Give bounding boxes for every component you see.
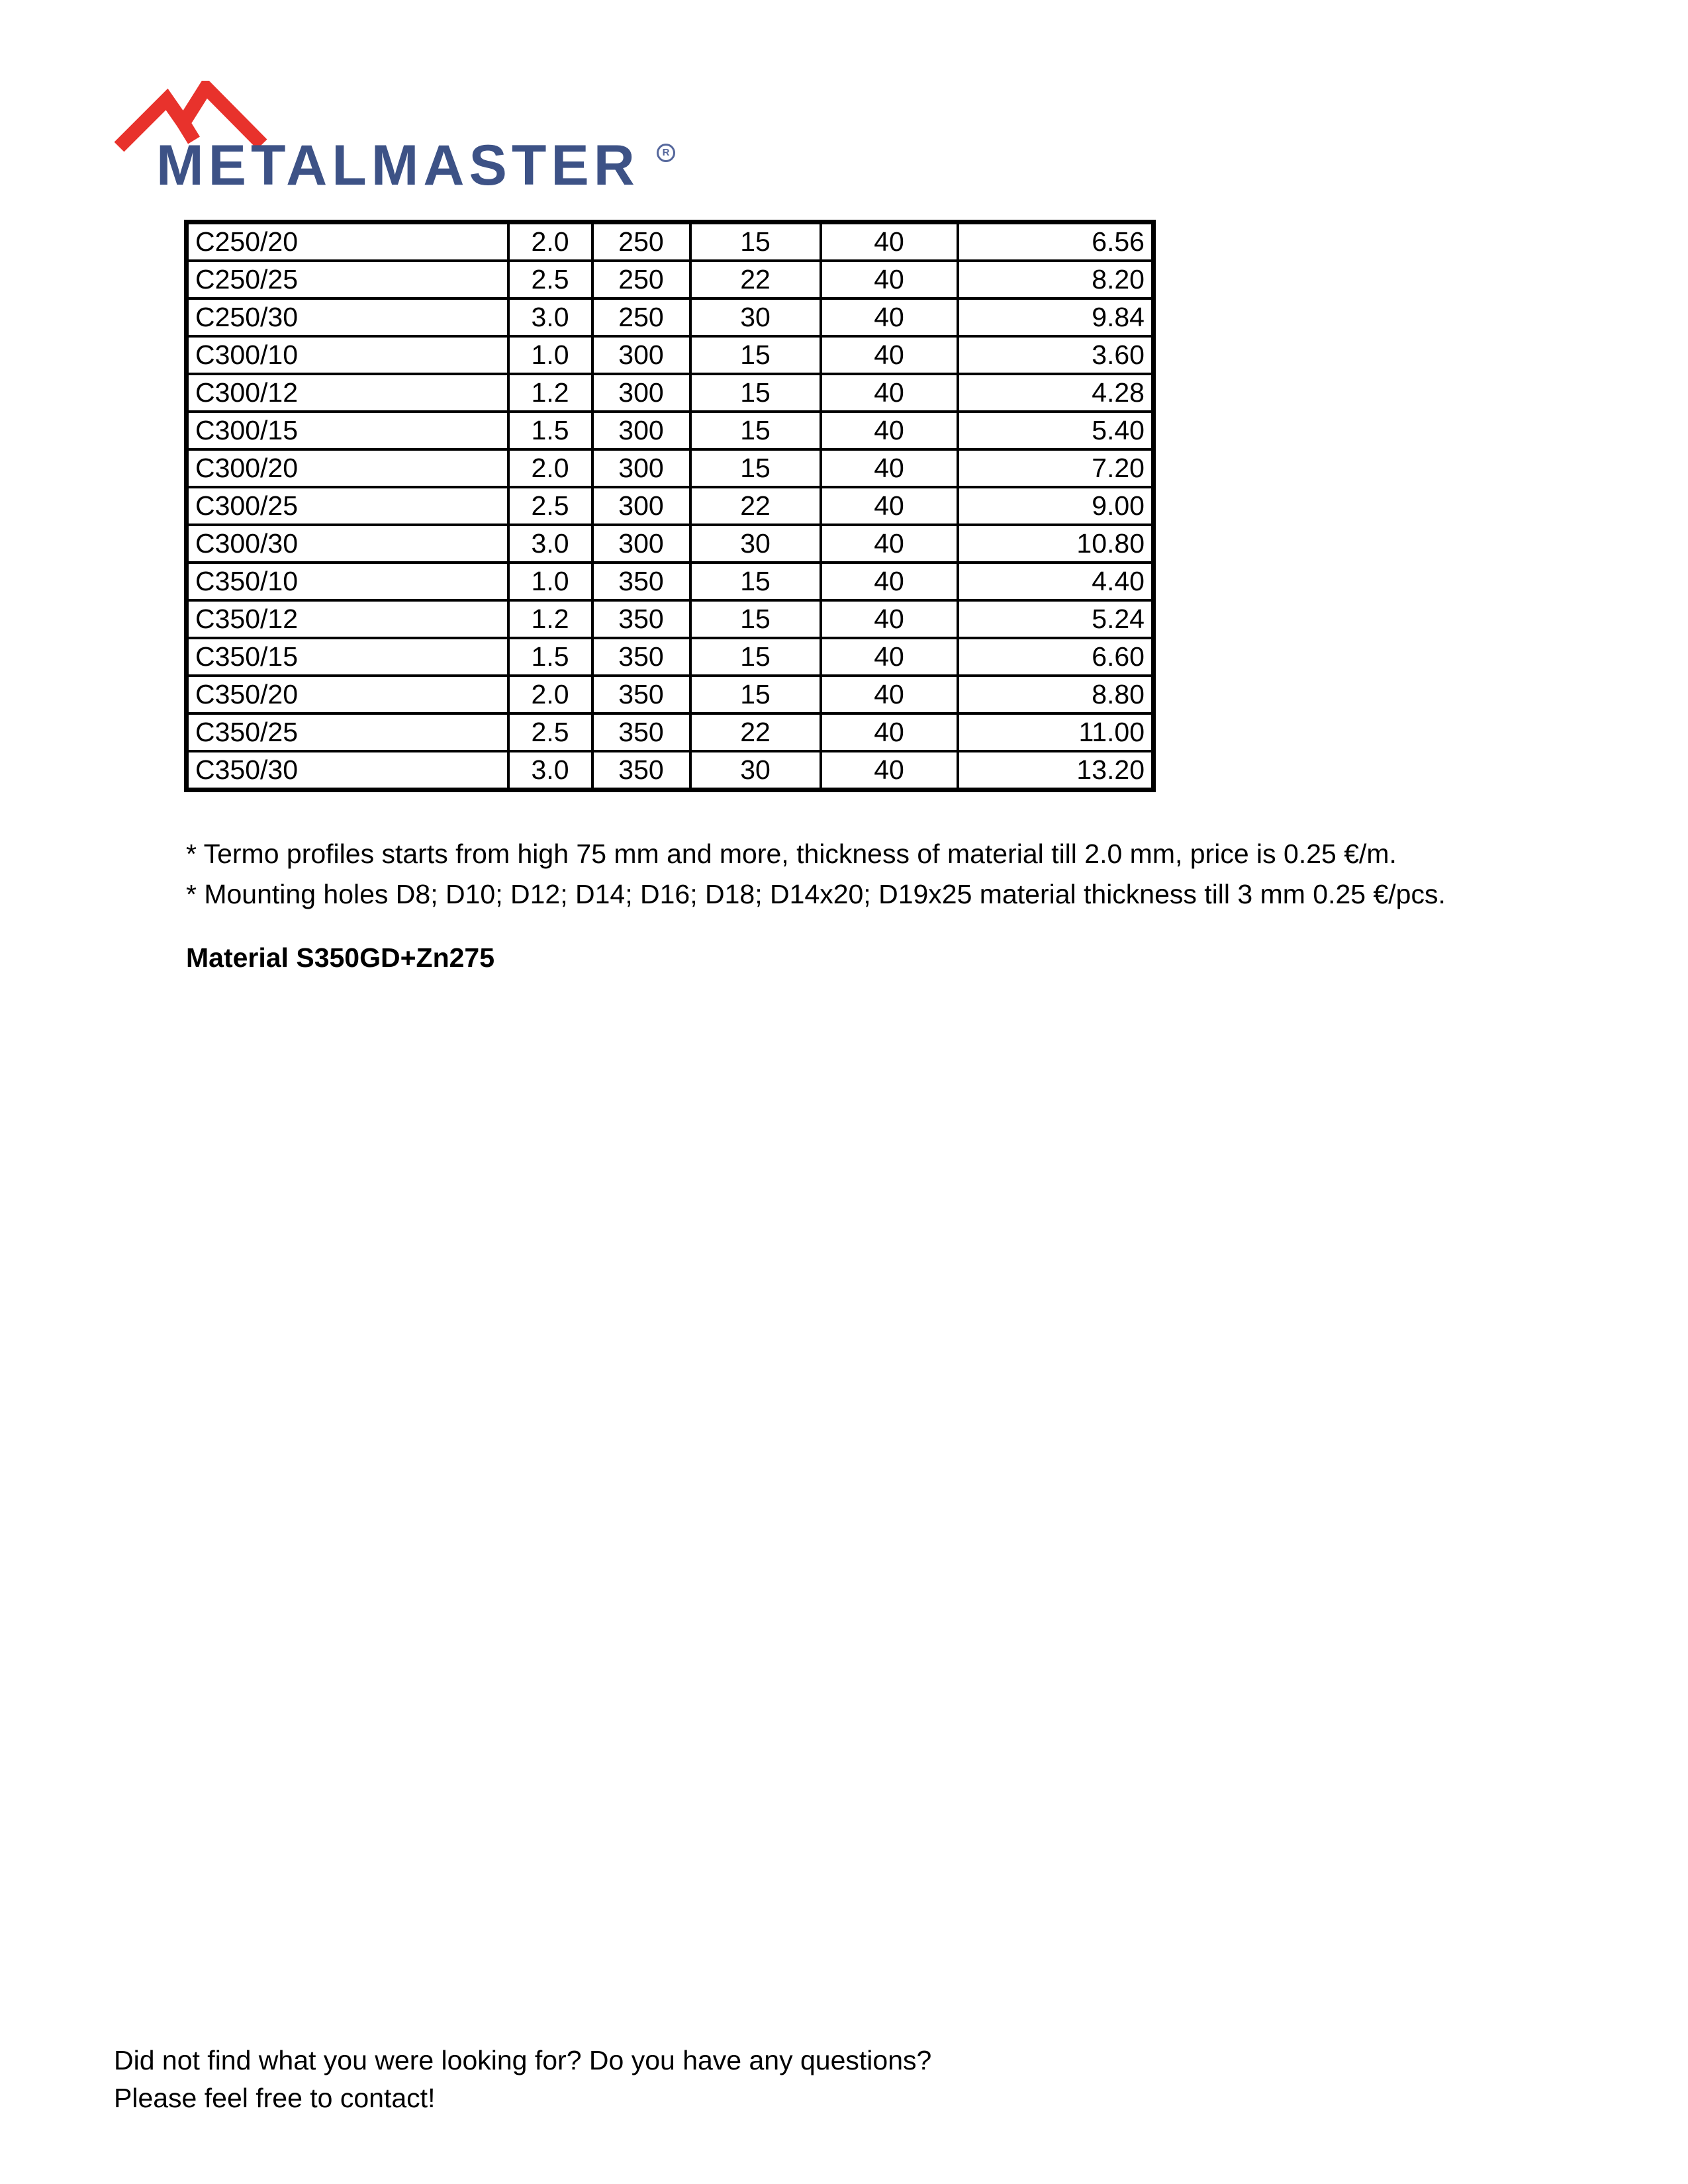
table-row	[187, 487, 1154, 525]
table-cell: C250/20	[187, 222, 508, 261]
table-cell: 40	[821, 525, 958, 563]
table-row	[187, 336, 1154, 374]
table-cell: 1.5	[508, 638, 592, 676]
table-row	[187, 222, 1154, 261]
table-row	[187, 449, 1154, 487]
table-cell: 9.84	[958, 298, 1154, 336]
table-row	[187, 374, 1154, 412]
table-cell: 1.5	[508, 412, 592, 449]
table-cell: 15	[690, 374, 821, 412]
table-cell: 1.0	[508, 336, 592, 374]
table-cell: 15	[690, 336, 821, 374]
footnotes	[186, 834, 1446, 915]
table-cell: 300	[592, 412, 690, 449]
table-row	[187, 261, 1154, 298]
table-cell: 40	[821, 298, 958, 336]
table-row	[187, 676, 1154, 713]
table-cell: C350/10	[187, 563, 508, 600]
table-cell: 3.0	[508, 525, 592, 563]
table-cell: 5.40	[958, 412, 1154, 449]
table-cell: C250/30	[187, 298, 508, 336]
table-cell: C300/30	[187, 525, 508, 563]
table-cell: 15	[690, 638, 821, 676]
table-cell: 2.0	[508, 449, 592, 487]
table-cell: 350	[592, 713, 690, 751]
table-cell: 15	[690, 600, 821, 638]
table-cell: 40	[821, 638, 958, 676]
table-cell: 1.2	[508, 374, 592, 412]
table-row	[187, 525, 1154, 563]
table-row	[187, 638, 1154, 676]
table-cell: 250	[592, 298, 690, 336]
table-cell: 8.80	[958, 676, 1154, 713]
table-cell: C350/30	[187, 751, 508, 790]
footnote-termo-profiles: * Termo profiles starts from high 75 mm and more, thickness of material till 2.0 mm, price is 0.25 €/m.	[186, 839, 1397, 869]
table-row	[187, 563, 1154, 600]
table-cell: 40	[821, 563, 958, 600]
table-cell: 40	[821, 600, 958, 638]
table-cell: 350	[592, 676, 690, 713]
table-cell: 2.5	[508, 261, 592, 298]
table-cell: 30	[690, 751, 821, 790]
footer-contact-line: Please feel free to contact!	[114, 2083, 436, 2113]
table-row	[187, 600, 1154, 638]
table-cell: 3.60	[958, 336, 1154, 374]
table-cell: 15	[690, 412, 821, 449]
table-cell: 15	[690, 563, 821, 600]
table-cell: 15	[690, 449, 821, 487]
table-cell: 350	[592, 563, 690, 600]
table-cell: 40	[821, 412, 958, 449]
brand-name: METALMASTER	[156, 134, 639, 197]
table-row	[187, 713, 1154, 751]
table-cell: 8.20	[958, 261, 1154, 298]
table-cell: C250/25	[187, 261, 508, 298]
table-cell: 2.0	[508, 222, 592, 261]
table-cell: C300/25	[187, 487, 508, 525]
table-cell: 250	[592, 261, 690, 298]
table-cell: 10.80	[958, 525, 1154, 563]
table-cell: 11.00	[958, 713, 1154, 751]
table-cell: 40	[821, 449, 958, 487]
table-cell: 350	[592, 638, 690, 676]
table-cell: 2.5	[508, 487, 592, 525]
table-cell: 300	[592, 525, 690, 563]
footnote-mounting-holes: * Mounting holes D8; D10; D12; D14; D16; D18; D14x20; D19x25 material thickness till 3 mm 0.25 €/pcs.	[186, 879, 1446, 909]
table-cell: C350/25	[187, 713, 508, 751]
table-cell: 15	[690, 222, 821, 261]
table-cell: 15	[690, 676, 821, 713]
table-cell: C350/20	[187, 676, 508, 713]
table-cell: 350	[592, 600, 690, 638]
table-cell: C300/12	[187, 374, 508, 412]
table-cell: 7.20	[958, 449, 1154, 487]
table-cell: 40	[821, 261, 958, 298]
table-cell: 22	[690, 487, 821, 525]
table-cell: 4.28	[958, 374, 1154, 412]
table-cell: 250	[592, 222, 690, 261]
price-table-body	[187, 222, 1154, 790]
table-cell: 30	[690, 298, 821, 336]
table-row	[187, 298, 1154, 336]
table-cell: 40	[821, 676, 958, 713]
table-cell: C300/20	[187, 449, 508, 487]
table-cell: 3.0	[508, 298, 592, 336]
table-cell: 300	[592, 374, 690, 412]
table-row	[187, 751, 1154, 790]
table-cell: 40	[821, 487, 958, 525]
table-cell: 40	[821, 374, 958, 412]
table-cell: C350/12	[187, 600, 508, 638]
table-cell: 9.00	[958, 487, 1154, 525]
table-cell: 40	[821, 713, 958, 751]
footer-contact-text	[114, 2042, 931, 2117]
table-cell: 5.24	[958, 600, 1154, 638]
table-cell: C300/15	[187, 412, 508, 449]
table-cell: 30	[690, 525, 821, 563]
table-cell: 3.0	[508, 751, 592, 790]
table-cell: 40	[821, 336, 958, 374]
table-row	[187, 412, 1154, 449]
table-cell: 6.60	[958, 638, 1154, 676]
table-cell: C300/10	[187, 336, 508, 374]
table-cell: 2.0	[508, 676, 592, 713]
table-cell: 13.20	[958, 751, 1154, 790]
table-cell: 22	[690, 713, 821, 751]
price-table	[184, 220, 1156, 792]
table-cell: 6.56	[958, 222, 1154, 261]
table-cell: 1.2	[508, 600, 592, 638]
table-cell: 2.5	[508, 713, 592, 751]
table-cell: 350	[592, 751, 690, 790]
table-cell: 4.40	[958, 563, 1154, 600]
table-cell: 40	[821, 222, 958, 261]
registered-trademark-icon: R	[657, 144, 675, 162]
material-spec: Material S350GD+Zn275	[186, 942, 495, 973]
table-cell: 22	[690, 261, 821, 298]
table-cell: 300	[592, 487, 690, 525]
table-cell: 1.0	[508, 563, 592, 600]
table-cell: 40	[821, 751, 958, 790]
table-cell: 300	[592, 336, 690, 374]
footer-question-line: Did not find what you were looking for? Do you have any questions?	[114, 2045, 932, 2075]
table-cell: 300	[592, 449, 690, 487]
table-cell: C350/15	[187, 638, 508, 676]
